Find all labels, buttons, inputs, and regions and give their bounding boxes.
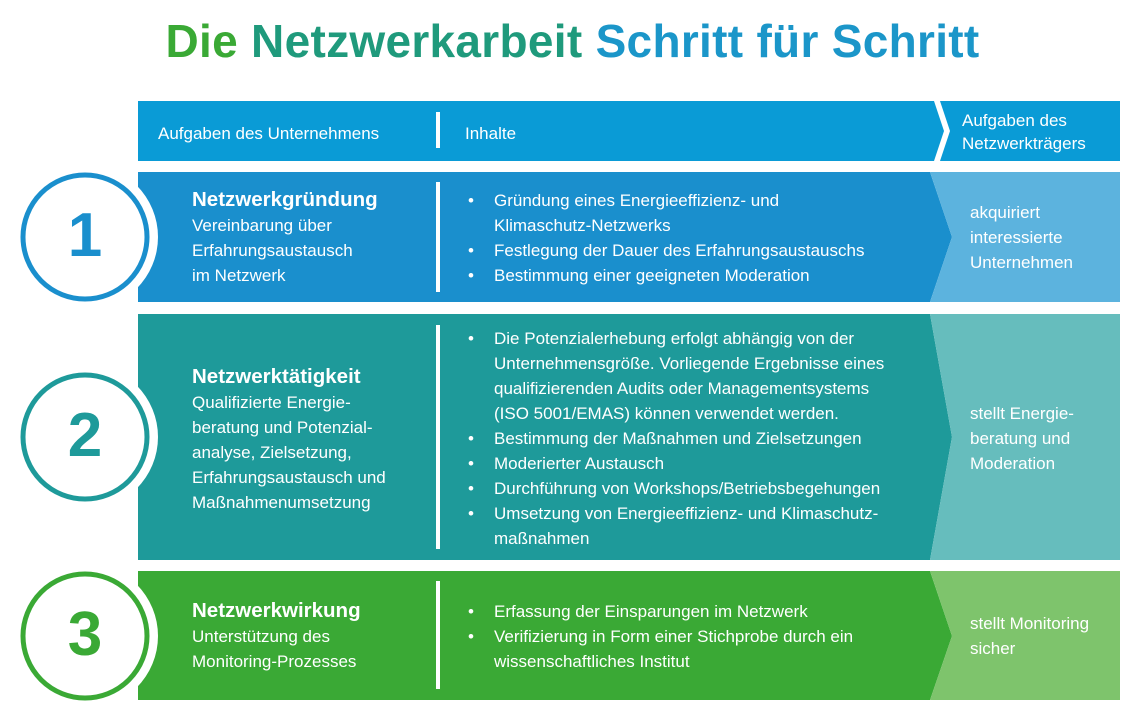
desc-line: Maßnahmenumsetzung xyxy=(192,493,371,512)
right-line: stellt Energie- xyxy=(970,404,1074,423)
header-col-carrier-line: Netzwerkträgers xyxy=(962,134,1086,153)
desc-line: Vereinbarung über xyxy=(192,216,332,235)
step-2-carrier-tasks xyxy=(970,401,1115,476)
right-line: sicher xyxy=(970,639,1016,658)
right-line: akquiriert xyxy=(970,203,1040,222)
bullet-line: • Gründung eines Energieeffizienz- und xyxy=(494,191,780,210)
bullet-item xyxy=(494,624,926,674)
band-3-divider xyxy=(436,581,440,689)
step-1-contents xyxy=(466,188,926,288)
desc-line: Unterstützung des xyxy=(192,627,330,646)
header-col-contents: Inhalte xyxy=(465,124,517,143)
right-line: Moderation xyxy=(970,454,1056,473)
bullet-line: • Festlegung der Dauer des Erfahrungsaustauschs xyxy=(494,241,865,260)
step-2-company-tasks xyxy=(192,364,432,515)
bullet-item xyxy=(494,426,926,451)
step-3-contents xyxy=(466,599,926,674)
bullet-item xyxy=(494,501,926,551)
bullet-item xyxy=(494,451,926,476)
right-line: stellt Monitoring xyxy=(970,614,1090,633)
step-1-title: Netzwerkgründung xyxy=(192,188,378,211)
bullet-line: • Bestimmung einer geeigneten Moderation xyxy=(494,266,810,285)
step-2-contents xyxy=(466,326,926,551)
bullet-item xyxy=(494,476,926,501)
step-3-title: Netzwerkwirkung xyxy=(192,599,361,622)
desc-line: Erfahrungsaustausch xyxy=(192,241,353,260)
step-3-carrier-tasks xyxy=(970,611,1115,661)
right-line: beratung und xyxy=(970,429,1071,448)
bullet-line: • Verifizierung in Form einer Stichprobe durch ein xyxy=(494,627,854,646)
header-col-carrier xyxy=(962,109,1086,155)
desc-line: im Netzwerk xyxy=(192,266,286,285)
bullet-line: • Umsetzung von Energieeffizienz- und Klimaschutz- xyxy=(494,504,879,523)
right-line: interessierte xyxy=(970,228,1063,247)
title-word-3: Schritt für Schritt xyxy=(595,15,980,67)
bullet-line: (ISO 5001/EMAS) können verwendet werden. xyxy=(494,404,839,423)
header-col-carrier-line: Aufgaben des xyxy=(962,111,1067,130)
step-1-company-tasks xyxy=(192,187,432,288)
right-line: Unternehmen xyxy=(970,253,1074,272)
band-1-divider xyxy=(436,182,440,292)
desc-line: Qualifizierte Energie- xyxy=(192,393,351,412)
bullet-line: • Moderierter Austausch xyxy=(494,454,665,473)
step-3-company-tasks xyxy=(192,598,432,674)
desc-line: Monitoring-Prozesses xyxy=(192,652,357,671)
bullet-line: • Durchführung von Workshops/Betriebsbegehungen xyxy=(494,479,881,498)
bullet-line: • Die Potenzialerhebung erfolgt abhängig von der xyxy=(494,329,855,348)
title-word-2: Netzwerkarbeit xyxy=(251,15,583,67)
bullet-line: • Bestimmung der Maßnahmen und Zielsetzungen xyxy=(494,429,862,448)
step-2-number: 2 xyxy=(67,401,103,470)
desc-line: analyse, Zielsetzung, xyxy=(192,443,352,462)
header-col-company: Aufgaben des Unternehmens xyxy=(158,124,380,143)
bullet-item xyxy=(494,326,926,426)
bullet-line: wissenschaftliches Institut xyxy=(494,652,690,671)
desc-line: Erfahrungsaustausch und xyxy=(192,468,386,487)
desc-line: beratung und Potenzial- xyxy=(192,418,373,437)
step-1-number: 1 xyxy=(67,201,103,270)
bullet-item xyxy=(494,188,926,238)
header-divider xyxy=(436,112,440,148)
bullet-line: • Erfassung der Einsparungen im Netzwerk xyxy=(494,602,808,621)
bullet-line: Unternehmensgröße. Vorliegende Ergebnisse eines xyxy=(494,354,885,373)
bullet-item xyxy=(494,599,926,624)
step-3-number: 3 xyxy=(67,600,103,669)
step-2-title: Netzwerktätigkeit xyxy=(192,365,361,388)
bullet-line: Klimaschutz-Netzwerks xyxy=(494,216,671,235)
bullet-line: maßnahmen xyxy=(494,529,590,548)
bullet-item xyxy=(494,263,926,288)
bullet-item xyxy=(494,238,926,263)
bullet-line: qualifizierenden Audits oder Managementsystems xyxy=(494,379,870,398)
band-2-divider xyxy=(436,325,440,549)
title-word-1: Die xyxy=(165,15,238,67)
step-1-carrier-tasks xyxy=(970,200,1115,275)
